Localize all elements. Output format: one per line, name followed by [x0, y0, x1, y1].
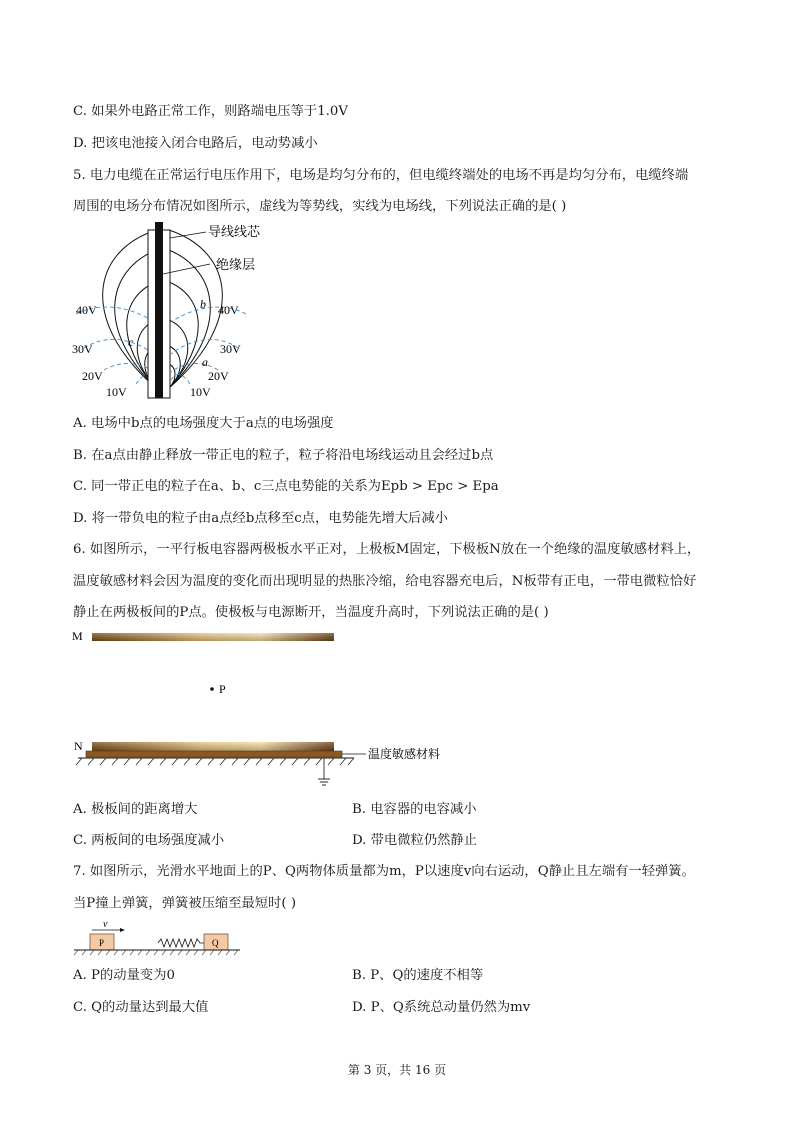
q5-option-a: A. 电场中b点的电场强度大于a点的电场强度 [73, 416, 334, 431]
label-20v-right: 20V [208, 369, 229, 383]
q7-option-d: D. P、Q系统总动量仍然为mv [352, 1000, 531, 1015]
label-40v-left: 40V [76, 303, 97, 317]
temperature-material [86, 751, 342, 757]
label-n: N [74, 739, 83, 753]
cable-field-figure [70, 222, 300, 406]
q6-stem-line1: 6. 如图所示，一平行板电容器两极板水平正对，上极板M固定，下极板N放在一个绝缘的温度敏感材料上， [73, 542, 701, 557]
point-c-label: c [128, 335, 134, 349]
q5-stem-line2: 周围的电场分布情况如图所示，虚线为等势线，实线为电场线，下列说法正确的是( ) [73, 199, 567, 214]
label-core: 导线线芯 [208, 224, 261, 239]
q6-option-d: D. 带电微粒仍然静止 [352, 833, 478, 848]
q7-option-a: A. P的动量变为0 [73, 968, 175, 983]
q5-stem-line1: 5. 电力电缆在正常运行电压作用下，电场是均匀分布的，但电缆终端处的电场不再是均匀分布，电缆终端 [73, 168, 689, 183]
q6-option-a: A. 极板间的距离增大 [73, 802, 198, 817]
spring [158, 939, 204, 947]
block-q-label: Q [212, 938, 219, 948]
q7-option-c: C. Q的动量达到最大值 [73, 1000, 209, 1015]
spring-collision-figure [70, 916, 250, 964]
q7-stem-line1: 7. 如图所示，光滑水平地面上的P、Q两物体质量都为m，P以速度v向右运动，Q静止且左端有一轻弹簧。 [73, 864, 695, 879]
label-20v-left: 20V [82, 369, 103, 383]
label-m: M [72, 629, 83, 643]
label-material: 温度敏感材料 [368, 747, 441, 761]
q5-option-d: D. 将一带负电的粒子由a点经b点移至c点，电势能先增大后减小 [73, 511, 448, 526]
cable-core [155, 222, 163, 398]
label-30v-left: 30V [72, 342, 93, 356]
option-c-prev: C. 如果外电路正常工作，则路端电压等于1.0V [73, 104, 348, 119]
q6-option-c: C. 两板间的电场强度减小 [73, 833, 225, 848]
q7-option-b: B. P、Q的速度不相等 [352, 968, 484, 983]
q6-option-b: B. 电容器的电容减小 [352, 802, 477, 817]
q7-stem-line2: 当P撞上弹簧，弹簧被压缩至最短时( ) [73, 896, 297, 911]
point-p [210, 687, 214, 691]
point-a-label: a [202, 355, 208, 369]
q5-option-c: C. 同一带正电的粒子在a、b、c三点电势能的关系为Epb > Epc > Epa [73, 479, 499, 494]
label-p: P [219, 682, 226, 696]
label-insulation: 绝缘层 [216, 257, 256, 272]
label-10v-left: 10V [106, 385, 127, 399]
point-b-label: b [200, 297, 206, 311]
label-velocity: v [103, 919, 108, 930]
label-10v-right: 10V [190, 385, 211, 399]
label-40v-right: 40V [218, 303, 239, 317]
page-footer: 第 3 页，共 16 页 [347, 1063, 447, 1077]
option-d-prev: D. 把该电池接入闭合电路后，电动势减小 [73, 136, 318, 151]
block-p-label: P [99, 938, 105, 948]
q6-stem-line3: 静止在两极板间的P点。使极板与电源断开，当温度升高时，下列说法正确的是( ) [73, 605, 549, 620]
label-30v-right: 30V [220, 342, 241, 356]
q5-option-b: B. 在a点由静止释放一带正电的粒子，粒子将沿电场线运动且会经过b点 [73, 448, 494, 463]
q6-stem-line2: 温度敏感材料会因为温度的变化而出现明显的热胀冷缩，给电容器充电后，N板带有正电，一带电微粒恰好 [73, 574, 697, 589]
capacitor-figure [70, 627, 490, 796]
